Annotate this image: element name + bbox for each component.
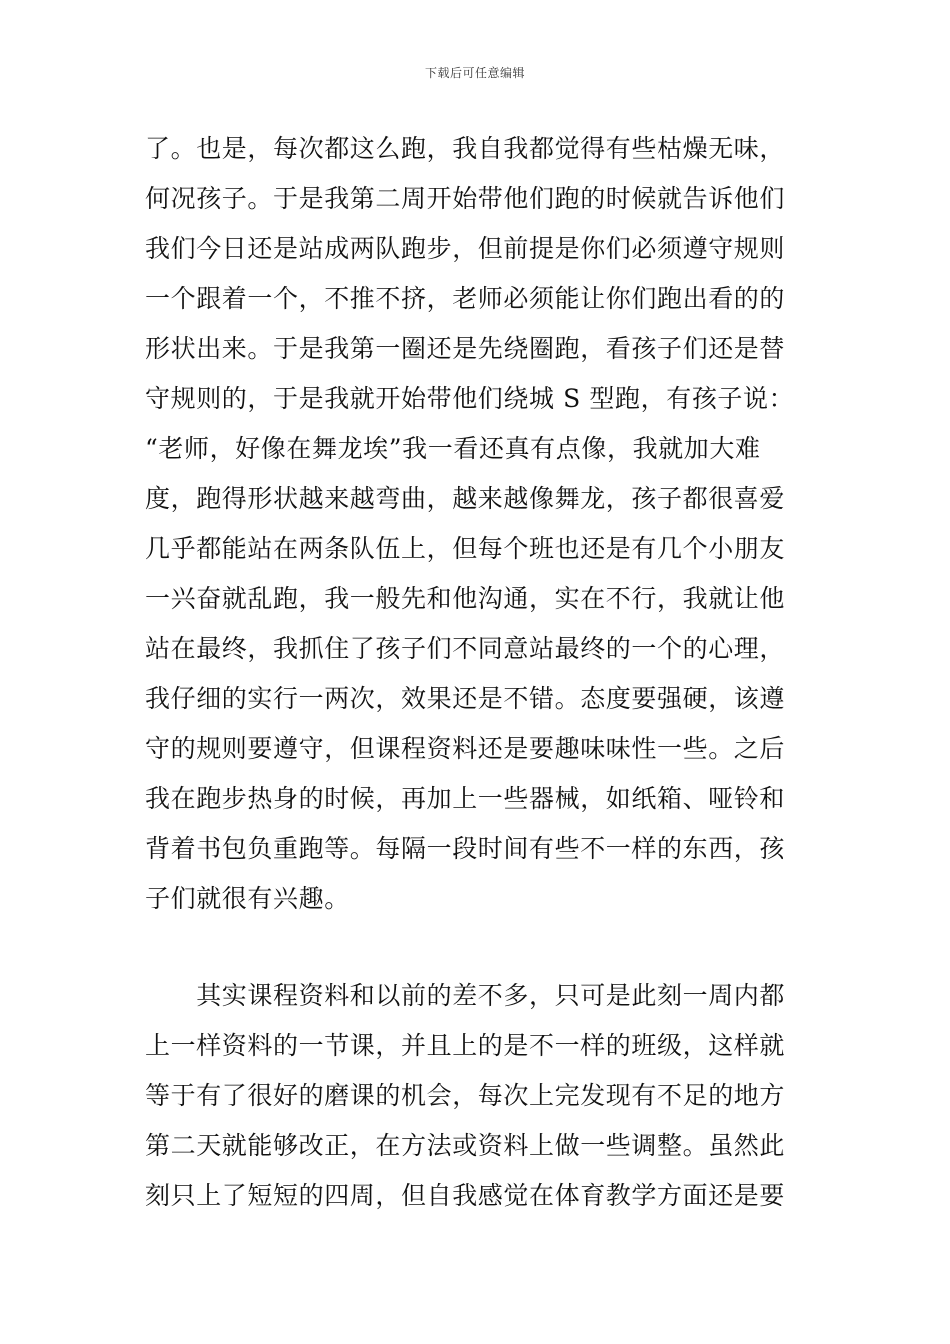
text-line: 背着书包负重跑等。每隔一段时间有些不一样的东西，孩: [145, 834, 786, 863]
text-line: 几乎都能站在两条队伍上，但每个班也还是有几个小朋友: [145, 534, 786, 563]
text-line: 我在跑步热身的时候，再加上一些器械，如纸箱、哑铃和: [145, 784, 786, 813]
text-line: 了。也是，每次都这么跑，我自我都觉得有些枯燥无味，: [145, 134, 786, 163]
text-line: 其实课程资料和以前的差不多，只可是此刻一周内都: [145, 981, 786, 1010]
paragraph-1: [145, 124, 815, 924]
text-line: 我们今日还是站成两队跑步，但前提是你们必须遵守规则: [145, 234, 786, 263]
text-line: “老师，好像在舞龙埃”我一看还真有点像，我就加大难: [145, 434, 761, 463]
text-line: 我仔细的实行一两次，效果还是不错。态度要强硬，该遵: [145, 684, 786, 713]
text-line: 子们就很有兴趣。: [145, 884, 350, 913]
paragraph-2: [145, 971, 815, 1221]
text-line: 守的规则要遵守，但课程资料还是要趣味味性一些。之后: [145, 734, 786, 763]
text-line: 站在最终，我抓住了孩子们不同意站最终的一个的心理，: [145, 634, 786, 663]
text-line: 第二天就能够改正，在方法或资料上做一些调整。虽然此: [145, 1131, 786, 1160]
text-line: 度，跑得形状越来越弯曲，越来越像舞龙，孩子都很喜爱: [145, 484, 786, 513]
text-line: 一兴奋就乱跑，我一般先和他沟通，实在不行，我就让他: [145, 584, 786, 613]
text-line: 一个跟着一个，不推不挤，老师必须能让你们跑出看的的: [145, 284, 786, 313]
text-line: 守规则的，于是我就开始带他们绕城 S 型跑，有孩子说：: [145, 384, 795, 413]
text-line: 形状出来。于是我第一圈还是先绕圈跑，看孩子们还是替: [145, 334, 786, 363]
text-line: 上一样资料的一节课，并且上的是不一样的班级，这样就: [145, 1031, 786, 1060]
text-line: 刻只上了短短的四周，但自我感觉在体育教学方面还是要: [145, 1181, 786, 1210]
text-line: 何况孩子。于是我第二周开始带他们跑的时候就告诉他们: [145, 184, 786, 213]
page-header: 下载后可任意编辑: [424, 66, 525, 80]
text-line: 等于有了很好的磨课的机会，每次上完发现有不足的地方: [145, 1081, 786, 1110]
